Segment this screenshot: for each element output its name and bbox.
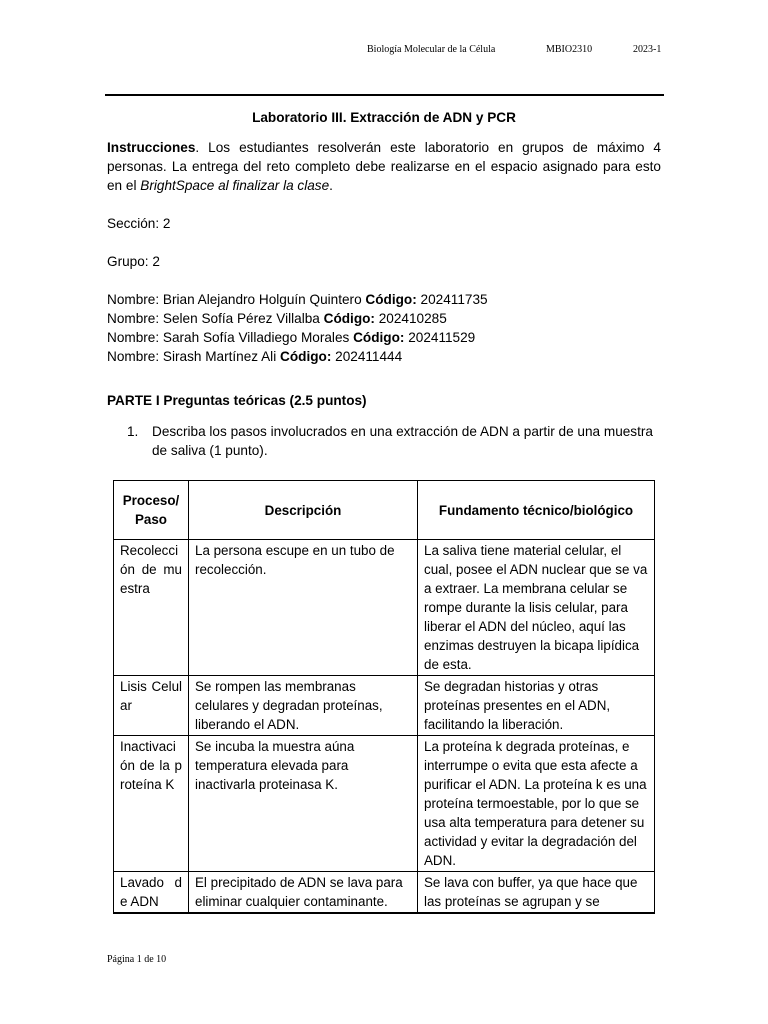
member-item — [107, 309, 661, 328]
question-item — [107, 422, 661, 460]
member-item — [107, 347, 661, 366]
step-cell: Lisis Celular — [114, 676, 189, 736]
instructions-text: . Los estudiantes resolverán este laboratorio en grupos de máximo 4 personas. La entrega del reto completo debe realizarse en el espacio asignado para esto en el — [107, 140, 661, 193]
step-cell: Inactivación de la proteína K — [114, 736, 189, 872]
table-row — [114, 872, 655, 914]
instructions-end: . — [329, 178, 333, 193]
part-title: PARTE I Preguntas teóricas (2.5 puntos) — [107, 393, 367, 408]
page-number: Página 1 de 10 — [107, 954, 167, 965]
instructions-paragraph — [107, 138, 661, 195]
description-cell: Se rompen las membranas celulares y degradan proteínas, liberando el ADN. — [189, 676, 418, 736]
member-name: Nombre: Sirash Martínez Ali — [107, 349, 281, 364]
table-row — [114, 676, 655, 736]
basis-cell: Se degradan historias y otras proteínas presentes en el ADN, facilitando la liberación. — [418, 676, 655, 736]
document-title: Laboratorio III. Extracción de ADN y PCR — [252, 110, 516, 125]
member-code-label: Código: — [353, 330, 405, 345]
member-code: 202411529 — [404, 330, 476, 345]
member-code: 202411735 — [416, 292, 488, 307]
extraction-steps-table — [113, 480, 655, 914]
description-cell: Se incuba la muestra aúna temperatura elevada para inactivarla proteinasa K. — [189, 736, 418, 872]
member-name: Nombre: Sarah Sofía Villadiego Morales — [107, 330, 354, 345]
member-item — [107, 328, 661, 347]
document-body — [107, 108, 661, 460]
member-list — [107, 290, 661, 366]
table-row — [114, 736, 655, 872]
member-name: Nombre: Selen Sofía Pérez Villalba — [107, 311, 324, 326]
instructions-label: Instrucciones — [107, 140, 196, 155]
header-term: 2023-1 — [633, 44, 662, 55]
header-course: Biología Molecular de la Célula — [367, 44, 496, 55]
member-name: Nombre: Brian Alejandro Holguín Quintero — [107, 292, 366, 307]
member-item — [107, 290, 661, 309]
header-divider — [105, 94, 664, 96]
member-code: 202410285 — [374, 311, 447, 326]
member-code-label: Código: — [280, 349, 332, 364]
basis-cell: La saliva tiene material celular, el cual, posee el ADN nuclear que se va a extraer. La membrana celular se rompe durante la lisis celular, para liberar el ADN del núcleo, aquí las enzimas destruyen la bicapa lipídica de esta. — [418, 540, 655, 676]
member-code-label: Código: — [323, 311, 375, 326]
instructions-italic: BrightSpace al finalizar la clase — [140, 178, 330, 193]
table-row — [114, 540, 655, 676]
question-number: 1. — [127, 424, 139, 439]
header-description: Descripción — [189, 481, 418, 540]
group-line: Grupo: 2 — [107, 254, 160, 269]
description-cell: El precipitado de ADN se lava para eliminar cualquier contaminante. — [189, 872, 418, 914]
member-code-label: Código: — [365, 292, 417, 307]
question-text: Describa los pasos involucrados en una extracción de ADN a partir de una muestra de saliva (1 punto). — [152, 424, 653, 458]
header-course-code: MBIO2310 — [546, 44, 593, 55]
header-basis: Fundamento técnico/biológico — [418, 481, 655, 540]
question-number-col — [107, 422, 152, 460]
basis-cell: Se lava con buffer, ya que hace que las proteínas se agrupan y se — [418, 872, 655, 914]
step-cell: Lavado de ADN — [114, 872, 189, 914]
section-line: Sección: 2 — [107, 216, 171, 231]
page-header — [0, 44, 768, 60]
header-step: Proceso/ Paso — [114, 481, 189, 540]
member-code: 202411444 — [331, 349, 403, 364]
basis-cell: La proteína k degrada proteínas, e interrumpe o evita que esta afecte a purificar el ADN. La proteína k es una proteína termoestable, por lo que se usa alta temperatura para detener su actividad y evitar la degradación del ADN. — [418, 736, 655, 872]
step-cell: Recolección de muestra — [114, 540, 189, 676]
table-header-row — [114, 481, 655, 540]
description-cell: La persona escupe en un tubo de recolección. — [189, 540, 418, 676]
